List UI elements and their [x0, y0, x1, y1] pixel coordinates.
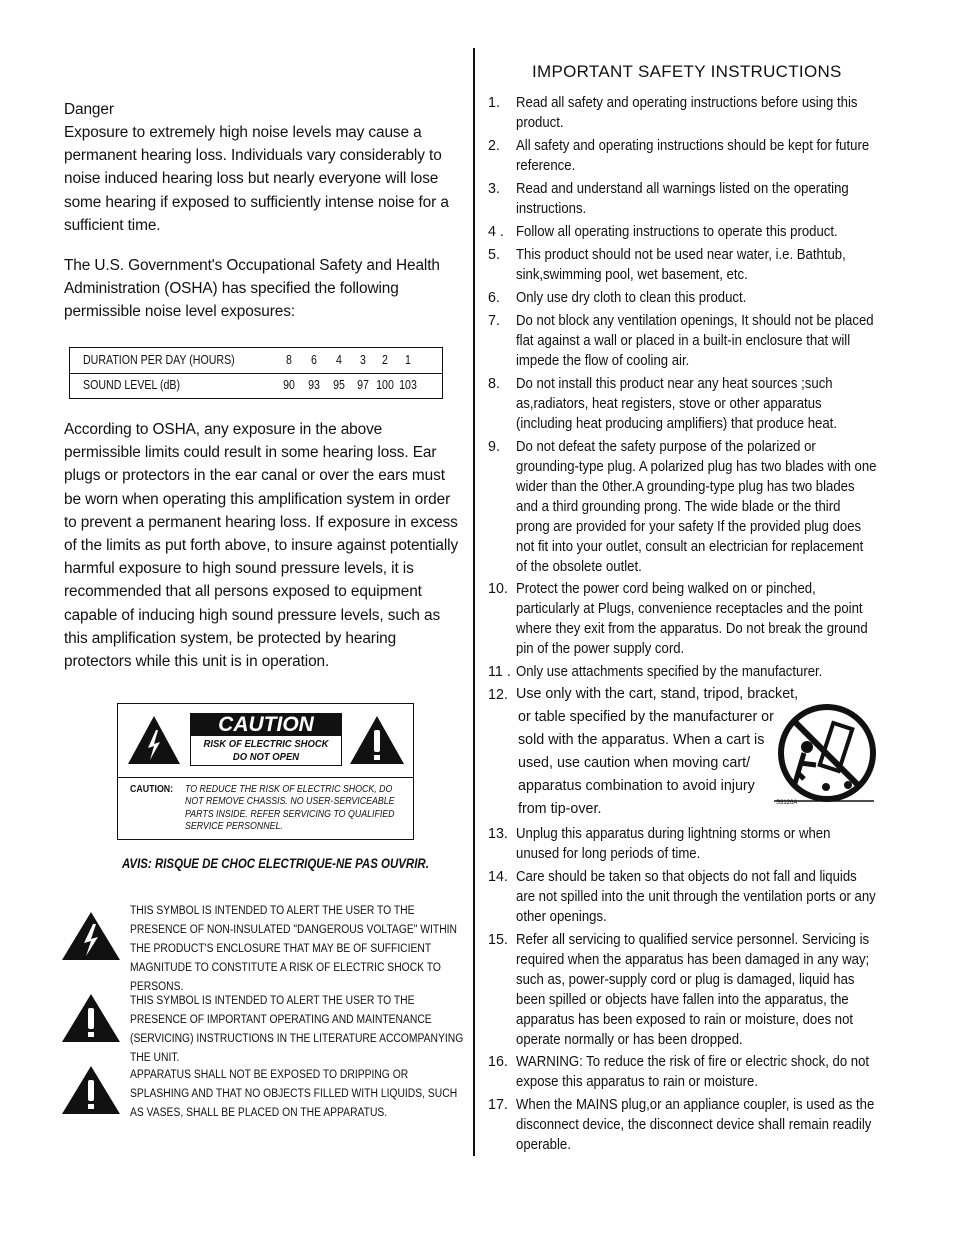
caution-bottom-text: TO REDUCE THE RISK OF ELECTRIC SHOCK, DO NOT REMOVE CHASSIS. NO USER-SERVICEABLE PARTS INSIDE. REFER SERVICING TO QUALIFIED SERVICE PERSONNEL.: [185, 784, 395, 833]
exclamation-symbol-description: THIS SYMBOL IS INTENDED TO ALERT THE USER TO THE PRESENCE OF IMPORTANT OPERATING AND MAINTENANCE (SERVICING) INSTRUCTIONS IN THE LITERATURE ACCOMPANYING THE UNIT.: [130, 993, 464, 1064]
sound-level-cell: 103: [399, 378, 417, 392]
duration-row: [70, 348, 442, 374]
duration-cell: 3: [360, 353, 366, 367]
duration-label: DURATION PER DAY (HOURS): [83, 353, 235, 367]
sound-level-label: SOUND LEVEL (dB): [83, 378, 181, 392]
danger-paragraph: Exposure to extremely high noise levels may cause a permanent hearing loss. Individuals vary considerably to noise induced hearing loss but nearly everyone will lose some hearing if exposed to sufficiently intense noise for a sufficient time.: [64, 124, 449, 234]
instruction-text: WARNING: To reduce the risk of fire or electric shock, do not expose this apparatus to rain or moisture.: [516, 1054, 870, 1090]
instruction-text: Follow all operating instructions to operate this product.: [516, 224, 838, 240]
instruction-number: 16.: [488, 1054, 508, 1070]
lightning-warning-icon: [126, 714, 182, 766]
instruction-number: 12.: [488, 687, 508, 703]
instruction-number: 7.: [488, 313, 500, 329]
cart-tipover-warning-icon: [774, 703, 880, 809]
instruction-text: Do not install this product near any heat sources ;such as,radiators, heat registers, stove or other apparatus (including heat producing amplifiers) that produce heat.: [516, 376, 837, 432]
danger-heading: Danger: [64, 101, 114, 118]
instruction-number: 10.: [488, 581, 508, 597]
instruction-number: 6.: [488, 290, 500, 306]
instruction-text: Read and understand all warnings listed on the operating instructions.: [516, 181, 849, 217]
cart-line: used, use caution when moving cart/: [518, 755, 751, 771]
cart-line: or table specified by the manufacturer or: [518, 709, 774, 725]
instruction-number: 13.: [488, 826, 508, 842]
do-not-open-text: DO NOT OPEN: [232, 751, 300, 763]
cart-line: sold with the apparatus. When a cart is: [518, 732, 765, 748]
french-warning: AVIS: RISQUE DE CHOC ELECTRIQUE-NE PAS OUVRIR.: [122, 856, 429, 871]
cart-line: Use only with the cart, stand, tripod, bracket,: [516, 686, 799, 702]
instruction-number: 1.: [488, 95, 500, 111]
instruction-number: 14.: [488, 869, 508, 885]
instruction-text: When the MAINS plug,or an appliance coupler, is used as the disconnect device, the disconnect device shall remain readily operable.: [516, 1097, 875, 1153]
lightning-symbol-icon: [60, 910, 122, 962]
risk-shock-text: RISK OF ELECTRIC SHOCK: [203, 738, 329, 750]
sound-level-cell: 93: [308, 378, 320, 392]
sound-level-cell: 90: [283, 378, 295, 392]
exclamation-warning-icon: [348, 714, 406, 766]
instruction-number: 17.: [488, 1097, 508, 1113]
noise-level-table: [69, 347, 443, 399]
duration-cell: 2: [382, 353, 388, 367]
instruction-text: Do not defeat the safety purpose of the polarized or grounding-type plug. A polarized plug has two blades with one wider than the 0ther.A grounding-type plug has two blades and a third grounding prong. The wide blade or the third prong are provided for your safety If the provided plug does not fit into your outlet, consult an electrician for replacement of the obsolete outlet.: [516, 439, 877, 575]
instruction-number: 2.: [488, 138, 500, 154]
instruction-text: Care should be taken so that objects do not fall and liquids are not spilled into the unit through the ventilation ports or any other openings.: [516, 869, 876, 925]
cart-line: apparatus combination to avoid injury: [518, 778, 755, 794]
safety-instructions-title: IMPORTANT SAFETY INSTRUCTIONS: [532, 62, 842, 81]
duration-cell: 6: [311, 353, 317, 367]
instruction-number: 15.: [488, 932, 508, 948]
sound-level-cell: 95: [333, 378, 345, 392]
sound-level-row: [70, 373, 442, 398]
instruction-number: 5.: [488, 247, 500, 263]
caution-title: CAUTION: [191, 714, 341, 736]
osha-recommendation-paragraph: According to OSHA, any exposure in the above permissible limits could result in some hearing loss. Ear plugs or protectors in the ear canal or over the ears must be worn when operating this amplification system in order to prevent a permanent hearing loss. If exposure in excess of the limits as put forth above, to insure against potentially harmful exposure to high sound pressure levels, it is recommended that all persons exposed to equipment capable of inducing high sound pressure levels, such as this amplification system, be protected by hearing protectors while this unit is in operation.: [64, 421, 459, 671]
instruction-number: 8.: [488, 376, 500, 392]
duration-cell: 1: [405, 353, 411, 367]
instruction-text: Unplug this apparatus during lightning storms or when unused for long periods of time.: [516, 826, 831, 862]
exclamation-symbol-icon: [60, 992, 122, 1044]
instruction-text: Refer all servicing to qualified service personnel. Servicing is required when the apparatus has been damaged in any way; such as, power-supply cord or plug is damaged, liquid has been spilled or objects have fallen into the apparatus, the apparatus has been exposed to rain or moisture, does not operate normally or has been dropped.: [516, 932, 870, 1048]
caution-label-top: [118, 704, 413, 778]
instruction-text: Only use dry cloth to clean this product.: [516, 290, 747, 306]
instruction-number: 11 .: [488, 664, 511, 680]
instruction-text: All safety and operating instructions should be kept for future reference.: [516, 138, 870, 174]
osha-paragraph: The U.S. Government's Occupational Safety and Health Administration (OSHA) has specified the following permissible noise level exposures:: [64, 257, 440, 321]
duration-cell: 4: [336, 353, 342, 367]
caution-bottom-label: CAUTION:: [130, 784, 174, 795]
instruction-text: Do not block any ventilation openings, It should not be placed flat against a wall or placed in a built-in enclosure that will impede the flow of cooling air.: [516, 313, 874, 369]
instruction-text: This product should not be used near water, i.e. Bathtub, sink,swimming pool, wet basement, etc.: [516, 247, 846, 283]
cart-icon-label: S3126A: [776, 800, 798, 806]
liquid-warning-description: APPARATUS SHALL NOT BE EXPOSED TO DRIPPING OR SPLASHING AND THAT NO OBJECTS FILLED WITH LIQUIDS, SUCH AS VASES, SHALL BE PLACED ON THE APPARATUS.: [130, 1067, 458, 1119]
duration-cell: 8: [286, 353, 292, 367]
instruction-number: 9.: [488, 439, 500, 455]
instruction-number: 3.: [488, 181, 500, 197]
instruction-text: Only use attachments specified by the manufacturer.: [516, 664, 823, 680]
sound-level-cell: 97: [357, 378, 369, 392]
caution-label: [117, 703, 414, 840]
column-divider: [473, 48, 475, 1156]
instruction-number: 4 .: [488, 224, 504, 240]
liquid-warning-icon: [60, 1064, 122, 1116]
caution-header: [190, 713, 342, 766]
instruction-text: Protect the power cord being walked on or pinched, particularly at Plugs, convenience receptacles and the point where they exit from the apparatus. Do not break the ground pin of the power supply cord.: [516, 581, 868, 657]
sound-level-cell: 100: [376, 378, 394, 392]
instruction-text: Read all safety and operating instructions before using this product.: [516, 95, 858, 131]
cart-line: from tip-over.: [518, 801, 602, 817]
caution-subtitle: [199, 738, 334, 764]
lightning-symbol-description: THIS SYMBOL IS INTENDED TO ALERT THE USER TO THE PRESENCE OF NON-INSULATED "DANGEROUS VOLTAGE" WITHIN THE PRODUCT'S ENCLOSURE THAT MAY BE OF SUFFICIENT MAGNITUDE TO CONSTITUTE A RISK OF ELECTRIC SHOCK TO PERSONS.: [130, 903, 458, 993]
